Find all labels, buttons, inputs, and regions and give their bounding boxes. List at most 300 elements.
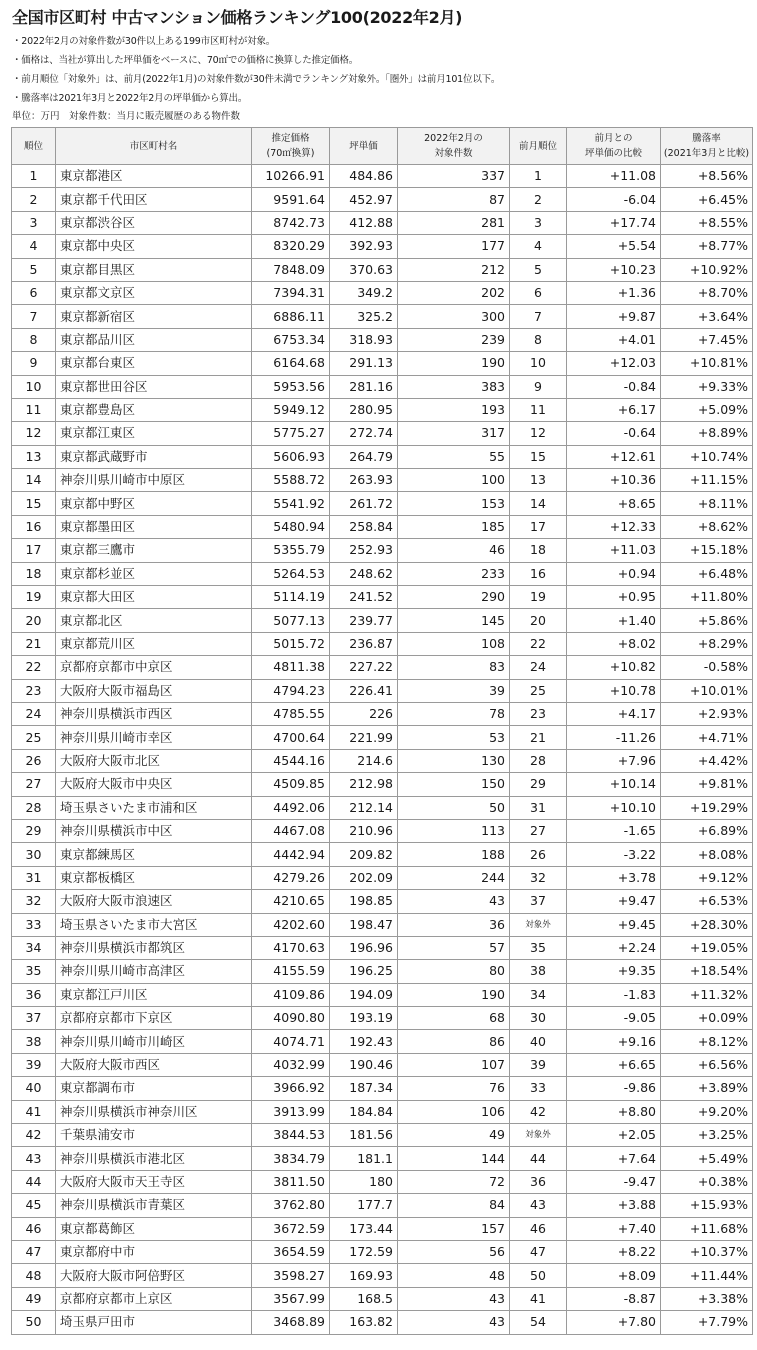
table-row (12, 398, 753, 421)
cell-prev-rank: 39 (510, 1053, 567, 1076)
cell-price: 5355.79 (252, 539, 330, 562)
cell-diff: -9.47 (567, 1170, 661, 1193)
cell-tsubo: 248.62 (330, 562, 398, 585)
cell-diff: +3.88 (567, 1194, 661, 1217)
cell-name: 東京都渋谷区 (56, 211, 252, 234)
cell-count: 383 (398, 375, 510, 398)
cell-tsubo: 194.09 (330, 983, 398, 1006)
cell-rate: +19.29% (661, 796, 753, 819)
cell-rank: 21 (12, 632, 56, 655)
cell-tsubo: 190.46 (330, 1053, 398, 1076)
cell-rate: +4.71% (661, 726, 753, 749)
table-row (12, 913, 753, 936)
cell-prev-rank: 14 (510, 492, 567, 515)
table-row (12, 1124, 753, 1147)
cell-rate: +3.38% (661, 1287, 753, 1310)
cell-price: 4279.26 (252, 866, 330, 889)
cell-price: 7848.09 (252, 258, 330, 281)
cell-tsubo: 226 (330, 702, 398, 725)
cell-prev-rank: 5 (510, 258, 567, 281)
cell-price: 4811.38 (252, 656, 330, 679)
cell-tsubo: 196.96 (330, 936, 398, 959)
cell-name: 東京都練馬区 (56, 843, 252, 866)
cell-name: 神奈川県横浜市青葉区 (56, 1194, 252, 1217)
cell-rank: 27 (12, 773, 56, 796)
cell-prev-rank: 21 (510, 726, 567, 749)
cell-tsubo: 202.09 (330, 866, 398, 889)
cell-tsubo: 192.43 (330, 1030, 398, 1053)
cell-prev-rank: 33 (510, 1077, 567, 1100)
cell-price: 4509.85 (252, 773, 330, 796)
cell-rate: +10.74% (661, 445, 753, 468)
cell-rank: 24 (12, 702, 56, 725)
cell-tsubo: 214.6 (330, 749, 398, 772)
cell-rate: +8.29% (661, 632, 753, 655)
cell-diff: +3.78 (567, 866, 661, 889)
cell-name: 神奈川県横浜市中区 (56, 819, 252, 842)
cell-price: 4210.65 (252, 890, 330, 913)
cell-count: 185 (398, 515, 510, 538)
cell-prev-rank: 50 (510, 1264, 567, 1287)
cell-count: 84 (398, 1194, 510, 1217)
cell-price: 6886.11 (252, 305, 330, 328)
cell-name: 東京都江戸川区 (56, 983, 252, 1006)
cell-count: 83 (398, 656, 510, 679)
cell-price: 4109.86 (252, 983, 330, 1006)
table-row (12, 726, 753, 749)
header-price-line2: (70㎡換算) (266, 148, 315, 159)
cell-rate: +7.79% (661, 1311, 753, 1334)
cell-price: 3654.59 (252, 1240, 330, 1263)
cell-tsubo: 261.72 (330, 492, 398, 515)
cell-prev-rank: 2 (510, 188, 567, 211)
header-name (56, 128, 252, 165)
header-rank (12, 128, 56, 165)
cell-name: 大阪府大阪市北区 (56, 749, 252, 772)
cell-rate: +8.89% (661, 422, 753, 445)
cell-price: 3468.89 (252, 1311, 330, 1334)
table-row (12, 866, 753, 889)
table-row (12, 492, 753, 515)
cell-name: 大阪府大阪市福島区 (56, 679, 252, 702)
cell-rank: 31 (12, 866, 56, 889)
cell-name: 東京都世田谷区 (56, 375, 252, 398)
cell-rank: 47 (12, 1240, 56, 1263)
cell-name: 東京都板橋区 (56, 866, 252, 889)
table-row (12, 656, 753, 679)
header-diff (567, 128, 661, 165)
cell-rank: 4 (12, 235, 56, 258)
cell-tsubo: 252.93 (330, 539, 398, 562)
cell-name: 神奈川県横浜市神奈川区 (56, 1100, 252, 1123)
cell-diff: +6.17 (567, 398, 661, 421)
table-row (12, 375, 753, 398)
cell-rate: +11.32% (661, 983, 753, 1006)
cell-rate: +9.81% (661, 773, 753, 796)
cell-price: 3598.27 (252, 1264, 330, 1287)
cell-price: 4785.55 (252, 702, 330, 725)
cell-rank: 49 (12, 1287, 56, 1310)
cell-price: 3762.80 (252, 1194, 330, 1217)
cell-count: 290 (398, 586, 510, 609)
cell-count: 281 (398, 211, 510, 234)
cell-diff: +2.05 (567, 1124, 661, 1147)
cell-price: 4090.80 (252, 1007, 330, 1030)
cell-rate: +6.56% (661, 1053, 753, 1076)
cell-count: 80 (398, 960, 510, 983)
cell-price: 5953.56 (252, 375, 330, 398)
notes-list (8, 32, 749, 108)
cell-rank: 41 (12, 1100, 56, 1123)
cell-tsubo: 281.16 (330, 375, 398, 398)
table-row (12, 1030, 753, 1053)
cell-rate: +0.09% (661, 1007, 753, 1030)
cell-diff: +11.03 (567, 539, 661, 562)
table-row (12, 1264, 753, 1287)
cell-count: 244 (398, 866, 510, 889)
cell-name: 千葉県浦安市 (56, 1124, 252, 1147)
cell-price: 5015.72 (252, 632, 330, 655)
cell-rate: +15.93% (661, 1194, 753, 1217)
table-row (12, 445, 753, 468)
table-row (12, 936, 753, 959)
cell-rank: 5 (12, 258, 56, 281)
cell-price: 4492.06 (252, 796, 330, 819)
cell-diff: +8.80 (567, 1100, 661, 1123)
cell-prev-rank: 38 (510, 960, 567, 983)
cell-price: 5114.19 (252, 586, 330, 609)
cell-prev-rank: 43 (510, 1194, 567, 1217)
cell-diff: +12.61 (567, 445, 661, 468)
cell-name: 埼玉県さいたま市浦和区 (56, 796, 252, 819)
cell-count: 300 (398, 305, 510, 328)
cell-prev-rank: 18 (510, 539, 567, 562)
cell-rank: 15 (12, 492, 56, 515)
cell-count: 106 (398, 1100, 510, 1123)
cell-rate: +2.93% (661, 702, 753, 725)
cell-rank: 35 (12, 960, 56, 983)
cell-prev-rank: 35 (510, 936, 567, 959)
cell-diff: +0.94 (567, 562, 661, 585)
table-row (12, 1147, 753, 1170)
cell-rank: 20 (12, 609, 56, 632)
cell-diff: +10.82 (567, 656, 661, 679)
cell-count: 150 (398, 773, 510, 796)
cell-count: 188 (398, 843, 510, 866)
table-row (12, 539, 753, 562)
cell-diff: +4.01 (567, 328, 661, 351)
cell-prev-rank: 11 (510, 398, 567, 421)
note-item: ・2022年2月の対象件数が30件以上ある199市区町村が対象。 (12, 36, 276, 47)
table-row (12, 1194, 753, 1217)
cell-rank: 23 (12, 679, 56, 702)
cell-rate: +10.81% (661, 352, 753, 375)
cell-count: 72 (398, 1170, 510, 1193)
cell-rate: +6.53% (661, 890, 753, 913)
header-diff-line2: 坪単価の比較 (584, 148, 642, 159)
table-row (12, 352, 753, 375)
cell-price: 4032.99 (252, 1053, 330, 1076)
cell-count: 190 (398, 352, 510, 375)
header-rate-line2: (2021年3月と比較) (663, 148, 750, 159)
cell-name: 東京都葛飾区 (56, 1217, 252, 1240)
cell-prev-rank: 29 (510, 773, 567, 796)
cell-prev-rank: 42 (510, 1100, 567, 1123)
table-row (12, 328, 753, 351)
cell-count: 57 (398, 936, 510, 959)
ranking-table (11, 127, 753, 1335)
cell-rate: +8.08% (661, 843, 753, 866)
cell-diff: -1.65 (567, 819, 661, 842)
cell-tsubo: 226.41 (330, 679, 398, 702)
cell-prev-rank: 3 (510, 211, 567, 234)
cell-rank: 1 (12, 165, 56, 188)
unit-line: 単位：万円 対象件数：当月に販売履歴のある物件数 (12, 111, 241, 122)
cell-rate: +8.56% (661, 165, 753, 188)
cell-price: 5949.12 (252, 398, 330, 421)
cell-prev-rank: 46 (510, 1217, 567, 1240)
cell-rate: +28.30% (661, 913, 753, 936)
cell-rate: +8.12% (661, 1030, 753, 1053)
cell-rate: +15.18% (661, 539, 753, 562)
cell-tsubo: 258.84 (330, 515, 398, 538)
table-row (12, 1287, 753, 1310)
cell-rate: +9.20% (661, 1100, 753, 1123)
cell-tsubo: 325.2 (330, 305, 398, 328)
header-prev-label: 前月順位 (518, 140, 557, 152)
cell-diff: +6.65 (567, 1053, 661, 1076)
cell-rank: 10 (12, 375, 56, 398)
table-row (12, 1240, 753, 1263)
cell-price: 3913.99 (252, 1100, 330, 1123)
cell-diff: +9.35 (567, 960, 661, 983)
cell-tsubo: 187.34 (330, 1077, 398, 1100)
cell-diff: +9.87 (567, 305, 661, 328)
cell-rate: +11.44% (661, 1264, 753, 1287)
table-row (12, 515, 753, 538)
cell-name: 神奈川県川崎市幸区 (56, 726, 252, 749)
cell-count: 78 (398, 702, 510, 725)
cell-tsubo: 198.85 (330, 890, 398, 913)
cell-rank: 18 (12, 562, 56, 585)
cell-rate: +10.92% (661, 258, 753, 281)
cell-diff: +7.96 (567, 749, 661, 772)
cell-rate: +11.15% (661, 469, 753, 492)
cell-name: 東京都三鷹市 (56, 539, 252, 562)
cell-prev-rank: 6 (510, 281, 567, 304)
cell-name: 東京都台東区 (56, 352, 252, 375)
cell-diff: -9.05 (567, 1007, 661, 1030)
cell-prev-rank: 47 (510, 1240, 567, 1263)
cell-prev-rank: 37 (510, 890, 567, 913)
cell-count: 46 (398, 539, 510, 562)
table-row (12, 281, 753, 304)
header-prev (510, 128, 567, 165)
table-row (12, 188, 753, 211)
cell-prev-rank: 36 (510, 1170, 567, 1193)
cell-rank: 19 (12, 586, 56, 609)
cell-rate: +6.48% (661, 562, 753, 585)
header-rate-line1: 騰落率 (692, 133, 721, 144)
cell-rank: 32 (12, 890, 56, 913)
cell-name: 大阪府大阪市中央区 (56, 773, 252, 796)
cell-rank: 26 (12, 749, 56, 772)
cell-tsubo: 272.74 (330, 422, 398, 445)
cell-prev-rank: 12 (510, 422, 567, 445)
cell-tsubo: 173.44 (330, 1217, 398, 1240)
cell-tsubo: 264.79 (330, 445, 398, 468)
table-row (12, 211, 753, 234)
cell-prev-rank: 30 (510, 1007, 567, 1030)
cell-rate: +11.68% (661, 1217, 753, 1240)
note-item: ・前月順位「対象外」は、前月(2022年1月)の対象件数が30件未満でランキング対象外。「圏外」は前月101位以下。 (12, 74, 501, 85)
table-row (12, 890, 753, 913)
cell-tsubo: 412.88 (330, 211, 398, 234)
table-row (12, 1007, 753, 1030)
cell-name: 東京都府中市 (56, 1240, 252, 1263)
cell-count: 86 (398, 1030, 510, 1053)
cell-prev-rank: 40 (510, 1030, 567, 1053)
cell-rate: +8.70% (661, 281, 753, 304)
cell-tsubo: 349.2 (330, 281, 398, 304)
cell-name: 東京都調布市 (56, 1077, 252, 1100)
table-row (12, 235, 753, 258)
cell-prev-rank: 8 (510, 328, 567, 351)
cell-rate: -0.58% (661, 656, 753, 679)
cell-price: 5541.92 (252, 492, 330, 515)
cell-prev-rank: 対象外 (510, 1124, 567, 1147)
cell-diff: +10.10 (567, 796, 661, 819)
cell-price: 5480.94 (252, 515, 330, 538)
cell-tsubo: 212.14 (330, 796, 398, 819)
cell-price: 5077.13 (252, 609, 330, 632)
cell-name: 東京都中央区 (56, 235, 252, 258)
cell-count: 43 (398, 1311, 510, 1334)
cell-count: 144 (398, 1147, 510, 1170)
cell-name: 東京都杉並区 (56, 562, 252, 585)
cell-rank: 30 (12, 843, 56, 866)
cell-rank: 42 (12, 1124, 56, 1147)
cell-rank: 13 (12, 445, 56, 468)
table-row (12, 469, 753, 492)
cell-price: 4155.59 (252, 960, 330, 983)
cell-tsubo: 241.52 (330, 586, 398, 609)
cell-count: 76 (398, 1077, 510, 1100)
cell-tsubo: 263.93 (330, 469, 398, 492)
table-row (12, 1217, 753, 1240)
note-item: ・価格は、当社が算出した坪単価をベースに、70㎡での価格に換算した推定価格。 (12, 55, 359, 66)
cell-diff: +10.78 (567, 679, 661, 702)
cell-rank: 46 (12, 1217, 56, 1240)
cell-tsubo: 177.7 (330, 1194, 398, 1217)
cell-rank: 48 (12, 1264, 56, 1287)
header-diff-line1: 前月との (594, 133, 633, 144)
cell-diff: +4.17 (567, 702, 661, 725)
cell-price: 8742.73 (252, 211, 330, 234)
cell-tsubo: 318.93 (330, 328, 398, 351)
table-row (12, 258, 753, 281)
cell-tsubo: 236.87 (330, 632, 398, 655)
cell-count: 202 (398, 281, 510, 304)
cell-prev-rank: 4 (510, 235, 567, 258)
header-price-line1: 推定価格 (271, 133, 310, 144)
cell-rate: +8.11% (661, 492, 753, 515)
cell-tsubo: 452.97 (330, 188, 398, 211)
cell-price: 6164.68 (252, 352, 330, 375)
cell-rank: 38 (12, 1030, 56, 1053)
cell-prev-rank: 25 (510, 679, 567, 702)
cell-rate: +11.80% (661, 586, 753, 609)
cell-prev-rank: 7 (510, 305, 567, 328)
cell-price: 4467.08 (252, 819, 330, 842)
cell-price: 4700.64 (252, 726, 330, 749)
cell-tsubo: 221.99 (330, 726, 398, 749)
cell-price: 4170.63 (252, 936, 330, 959)
cell-rate: +3.64% (661, 305, 753, 328)
table-row (12, 773, 753, 796)
cell-rate: +5.86% (661, 609, 753, 632)
cell-name: 東京都文京区 (56, 281, 252, 304)
cell-diff: +10.14 (567, 773, 661, 796)
cell-count: 53 (398, 726, 510, 749)
cell-diff: +11.08 (567, 165, 661, 188)
cell-count: 130 (398, 749, 510, 772)
cell-price: 4544.16 (252, 749, 330, 772)
cell-name: 東京都荒川区 (56, 632, 252, 655)
cell-name: 神奈川県横浜市都筑区 (56, 936, 252, 959)
cell-diff: -8.87 (567, 1287, 661, 1310)
table-row (12, 749, 753, 772)
cell-name: 東京都豊島区 (56, 398, 252, 421)
cell-rank: 22 (12, 656, 56, 679)
cell-tsubo: 210.96 (330, 819, 398, 842)
cell-diff: +7.80 (567, 1311, 661, 1334)
cell-name: 京都府京都市中京区 (56, 656, 252, 679)
cell-tsubo: 193.19 (330, 1007, 398, 1030)
cell-count: 317 (398, 422, 510, 445)
cell-count: 56 (398, 1240, 510, 1263)
table-row (12, 422, 753, 445)
cell-count: 113 (398, 819, 510, 842)
cell-price: 3811.50 (252, 1170, 330, 1193)
cell-prev-rank: 9 (510, 375, 567, 398)
cell-name: 京都府京都市下京区 (56, 1007, 252, 1030)
cell-prev-rank: 10 (510, 352, 567, 375)
cell-rate: +5.49% (661, 1147, 753, 1170)
cell-prev-rank: 23 (510, 702, 567, 725)
table-row (12, 1077, 753, 1100)
cell-rank: 28 (12, 796, 56, 819)
cell-prev-rank: 20 (510, 609, 567, 632)
cell-rate: +3.89% (661, 1077, 753, 1100)
cell-rate: +6.45% (661, 188, 753, 211)
cell-name: 東京都江東区 (56, 422, 252, 445)
cell-tsubo: 280.95 (330, 398, 398, 421)
cell-diff: +17.74 (567, 211, 661, 234)
cell-price: 4074.71 (252, 1030, 330, 1053)
cell-rank: 17 (12, 539, 56, 562)
cell-rate: +9.33% (661, 375, 753, 398)
header-rank-label: 順位 (23, 140, 43, 152)
cell-diff: -0.64 (567, 422, 661, 445)
cell-count: 145 (398, 609, 510, 632)
table-row (12, 796, 753, 819)
cell-diff: +10.23 (567, 258, 661, 281)
cell-name: 神奈川県川崎市中原区 (56, 469, 252, 492)
table-row (12, 983, 753, 1006)
cell-diff: +7.64 (567, 1147, 661, 1170)
header-count-line2: 対象件数 (434, 148, 473, 159)
